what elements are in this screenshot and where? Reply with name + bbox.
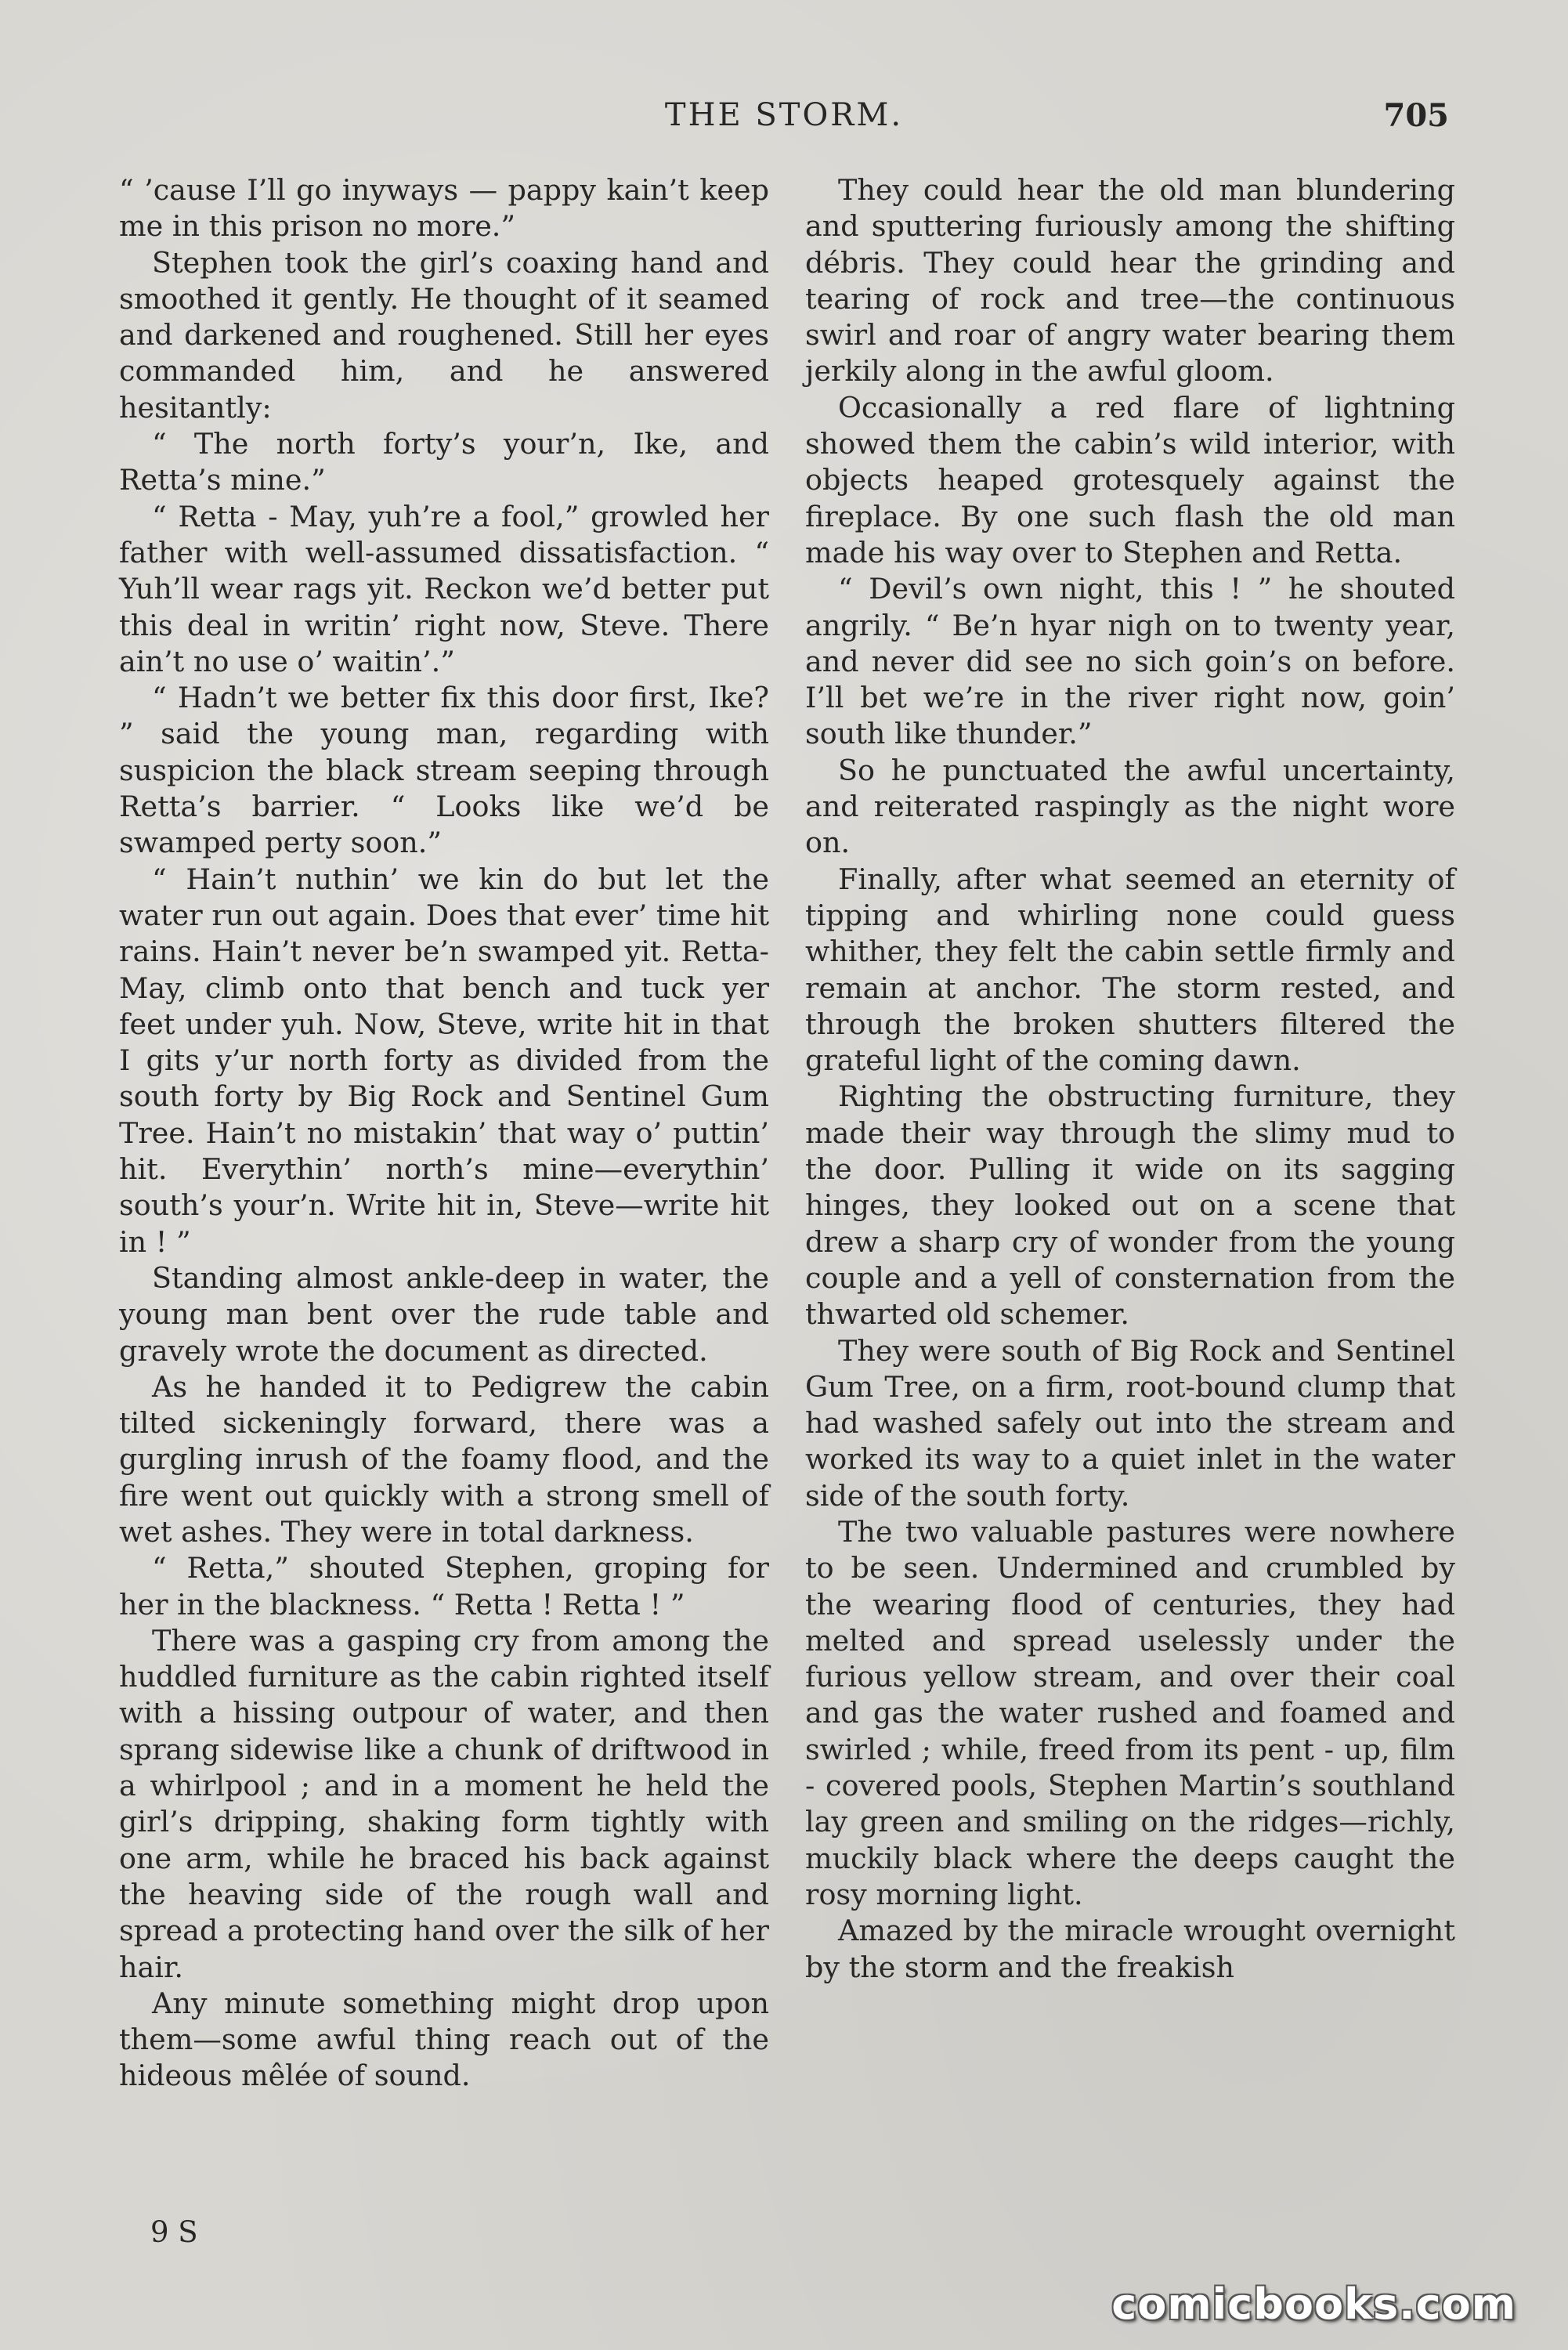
paragraph: “ ’cause I’ll go inyways — pappy kain’t keep me in this prison no more.” bbox=[119, 173, 769, 244]
left-column bbox=[119, 172, 769, 2095]
paragraph: Standing almost ankle-deep in water, the young man bent over the rude table and gravely wrote the document as directed. bbox=[119, 1260, 769, 1368]
watermark: comicbooks.com bbox=[1111, 2280, 1516, 2329]
paragraph: Amazed by the miracle wrought overnight by the storm and the freakish bbox=[805, 1914, 1455, 1984]
paragraph: “ Hain’t nuthin’ we kin do but let the water run out again. Does that ever’ time hit rains. Hain’t never be’n swamped yit. Retta-May, climb onto that bench and tuck yer feet under yuh. Now, Steve, write hit in that I gits y’ur north forty as divided from the south forty by Big Rock and Sentinel Gum Tree. Hain’t no mistakin’ that way o’ puttin’ hit. Everythin’ north’s mine—everythin’ south’s your’n. Write hit in, Steve—write hit in ! ” bbox=[119, 862, 769, 1259]
paragraph: So he punctuated the awful uncertainty, and reiterated raspingly as the night wore on. bbox=[805, 753, 1455, 860]
paragraph: “ The north forty’s your’n, Ike, and Retta’s mine.” bbox=[119, 427, 769, 497]
paragraph: There was a gasping cry from among the huddled furniture as the cabin righted itself with a hissing outpour of water, and then sprang sidewise like a chunk of driftwood in a whirlpool ; and in a moment he held the girl’s dripping, shaking form tightly with one arm, while he braced his back against the heaving side of the rough wall and spread a protecting hand over the silk of her hair. bbox=[119, 1623, 769, 1984]
paragraph: “ Retta - May, yuh’re a fool,” growled her father with well-assumed dissatisfaction. “ Yuh’ll wear rags yit. Reckon we’d better put this deal in writin’ right now, Steve. There ain’t no use o’ waitin’.” bbox=[119, 499, 769, 678]
paragraph: Finally, after what seemed an eternity of tipping and whirling none could guess whither, they felt the cabin settle firmly and remain at anchor. The storm rested, and through the broken shutters filtered the grateful light of the coming dawn. bbox=[805, 862, 1455, 1078]
paragraph: Stephen took the girl’s coaxing hand and smoothed it gently. He thought of it seamed and darkened and roughened. Still her eyes commanded him, and he answered hesitantly: bbox=[119, 245, 769, 425]
paragraph: “ Devil’s own night, this ! ” he shouted angrily. “ Be’n hyar nigh on to twenty year, and never did see no sich goin’s on before. I’ll bet we’re in the river right now, goin’ south like thunder.” bbox=[805, 572, 1455, 751]
right-column bbox=[805, 172, 1455, 1986]
page-number: 705 bbox=[1383, 97, 1449, 134]
signature-mark: 9 S bbox=[150, 2215, 198, 2249]
paragraph: Any minute something might drop upon them—some awful thing reach out of the hideous mêlée of sound. bbox=[119, 1986, 769, 2093]
paragraph: Occasionally a red flare of lightning showed them the cabin’s wild interior, with objects heaped grotesquely against the fireplace. By one such flash the old man made his way over to Stephen and Retta. bbox=[805, 390, 1455, 569]
paragraph: Righting the obstructing furniture, they made their way through the slimy mud to the door. Pulling it wide on its sagging hinges, they looked out on a scene that drew a sharp cry of wonder from the young couple and a yell of consternation from the thwarted old schemer. bbox=[805, 1079, 1455, 1332]
paragraph: They were south of Big Rock and Sentinel Gum Tree, on a firm, root-bound clump that had washed safely out into the stream and worked its way to a quiet inlet in the water side of the south forty. bbox=[805, 1333, 1455, 1513]
paragraph: “ Retta,” shouted Stephen, groping for her in the blackness. “ Retta ! Retta ! ” bbox=[119, 1551, 769, 1622]
paragraph: They could hear the old man blundering and sputtering furiously among the shifting débris. They could hear the grinding and tearing of rock and tree—the continuous swirl and roar of angry water bearing them jerkily along in the awful gloom. bbox=[805, 173, 1455, 389]
paragraph: The two valuable pastures were nowhere to be seen. Undermined and crumbled by the wearing flood of centuries, they had melted and spread uselessly under the furious yellow stream, and over their coal and gas the water rushed and foamed and swirled ; while, freed from its pent - up, film - covered pools, Stephen Martin’s southland lay green and smiling on the ridges—richly, muckily black where the deeps caught the rosy morning light. bbox=[805, 1514, 1455, 1911]
page-title: THE STORM. bbox=[664, 97, 904, 133]
paragraph: As he handed it to Pedigrew the cabin tilted sickeningly forward, there was a gurgling inrush of the foamy flood, and the fire went out quickly with a strong smell of wet ashes. They were in total darkness. bbox=[119, 1369, 769, 1549]
paragraph: “ Hadn’t we better fix this door first, Ike? ” said the young man, regarding with suspicion the black stream seeping through Retta’s barrier. “ Looks like we’d be swamped perty soon.” bbox=[119, 681, 769, 860]
running-head bbox=[0, 97, 1568, 144]
